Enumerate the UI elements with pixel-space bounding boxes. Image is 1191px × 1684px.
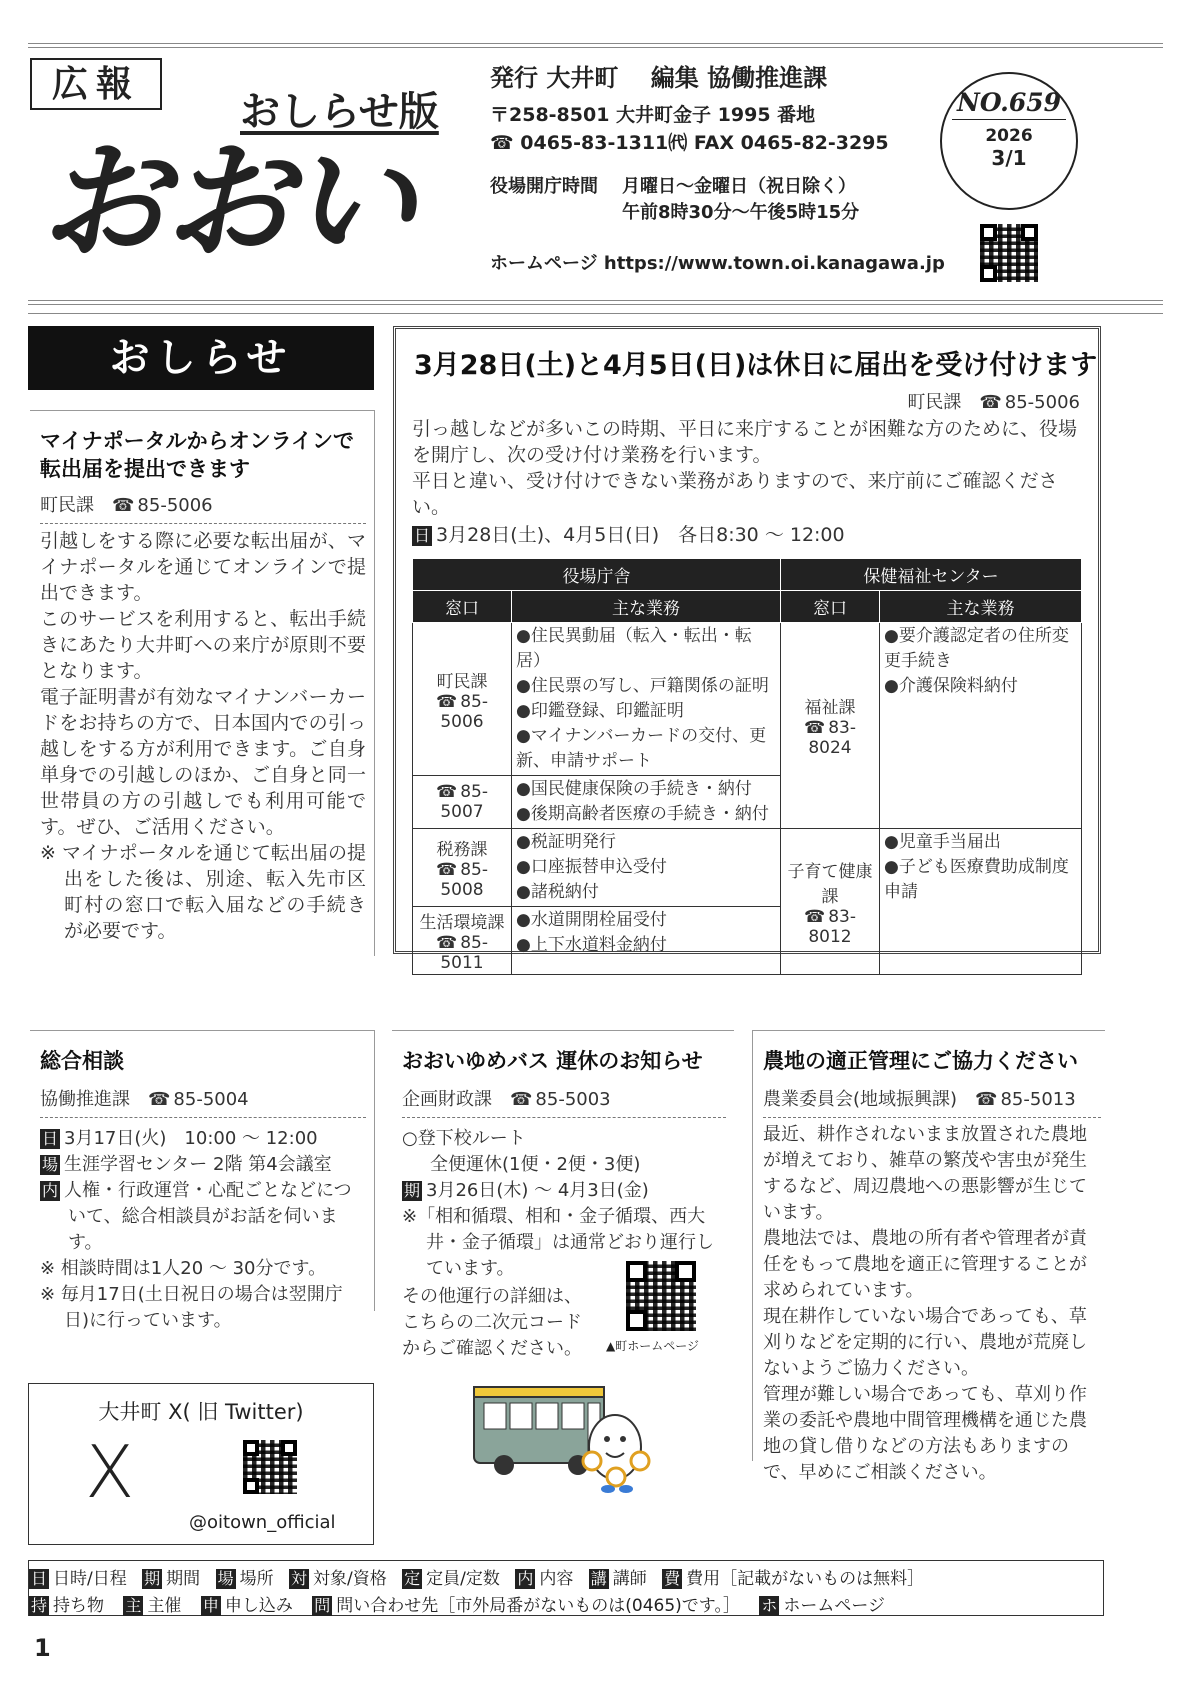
issue-badge bbox=[940, 72, 1078, 210]
phone-fax: ☎ 0465-83-1311㈹ FAX 0465-82-3295 bbox=[490, 132, 889, 154]
col-header: 窓口 bbox=[781, 591, 880, 623]
farmland-para: 最近、耕作されないまま放置された農地が増えており、雑草の繁茂や害虫が発生するなど、周辺農地への悪影響が生じています。 bbox=[763, 1124, 1087, 1223]
work-cell: ●税証明発行 ●口座振替申込受付 ●諸税納付 bbox=[512, 829, 781, 907]
top-rule-2 bbox=[28, 47, 1163, 48]
consult-article bbox=[30, 1030, 375, 1331]
hours-label: 役場開庁時間 bbox=[490, 176, 598, 197]
window-cell: 税務課 ☎ 85-5008 bbox=[413, 829, 512, 907]
twitter-handle[interactable]: @oitown_official bbox=[189, 1512, 336, 1533]
address: 〒258-8501 大井町金子 1995 番地 bbox=[490, 104, 816, 126]
issue-date: 3/1 bbox=[991, 146, 1027, 170]
farmland-para: 農地法では、農地の所有者や管理者が責任をもって農地を適正に管理することが求められています。 bbox=[763, 1228, 1087, 1301]
bus-dept: 企画財政課 ☎ 85-5003 bbox=[402, 1089, 611, 1110]
twitter-title: 大井町 X( 旧 Twitter) bbox=[98, 1400, 304, 1424]
twitter-qr-code[interactable] bbox=[243, 1440, 297, 1494]
phone-icon: ☎ bbox=[112, 495, 135, 516]
legend-row bbox=[29, 1591, 1103, 1616]
phone-icon: ☎ bbox=[510, 1089, 533, 1110]
phone-icon: ☎ bbox=[975, 1089, 998, 1110]
farmland-para: 現在耕作していない場合であっても、草刈りなどを定期的に行い、農地が荒廃しないようご協力ください。 bbox=[763, 1306, 1087, 1379]
group-header: 役場庁舎 bbox=[413, 559, 781, 591]
bus-route-detail: 全便運休(1便・2便・3便) bbox=[430, 1154, 641, 1175]
publisher: 発行 大井町 編集 協働推進課 bbox=[490, 64, 828, 92]
hours-line1: 月曜日～金曜日（祝日除く） bbox=[622, 176, 856, 197]
window-cell: 町民課 ☎ 85-5006 bbox=[413, 623, 512, 776]
bus-qr-code[interactable] bbox=[626, 1261, 696, 1331]
x-logo-icon[interactable]: X bbox=[85, 1430, 135, 1514]
legend-item: 持 持ち物 bbox=[31, 1596, 105, 1616]
phone-icon: ☎ bbox=[148, 1089, 171, 1110]
group-header: 保健福祉センター bbox=[781, 559, 1082, 591]
window-cell: ☎ 85-5007 bbox=[413, 776, 512, 829]
bus-route: ○登下校ルート bbox=[402, 1128, 526, 1149]
legend-item: 場 場所 bbox=[217, 1569, 274, 1589]
col-header: 主な業務 bbox=[512, 591, 781, 623]
holiday-date: 日 3月28日(土)、4月5日(日) 各日8:30 ～ 12:00 bbox=[414, 524, 845, 546]
issue-number: NO.659 bbox=[956, 88, 1062, 117]
date-icon: 日 bbox=[414, 526, 431, 545]
holiday-body1: 引っ越しなどが多いこの時期、平日に来庁することが困難な方のために、役場を開庁し、次の受け付け業務を行います。 bbox=[412, 418, 1078, 466]
mynaportal-article bbox=[30, 410, 375, 956]
bus-illustration bbox=[470, 1377, 660, 1501]
mynaportal-para: このサービスを利用すると、転出手続きにあたり大井町への来庁が原則不要となります。 bbox=[40, 608, 366, 682]
mynaportal-title: マイナポータルからオンラインで転出届を提出できます bbox=[40, 429, 354, 481]
legend-item: 日 日時/日程 bbox=[31, 1569, 127, 1589]
mynaportal-para: 引越しをする際に必要な転出届が、マイナポータルを通じてオンラインで提出できます。 bbox=[40, 530, 366, 604]
legend-item: 主 主催 bbox=[125, 1596, 182, 1616]
farmland-dept: 農業委員会(地域振興課) ☎ 85-5013 bbox=[763, 1089, 1076, 1110]
logo-title: おおい bbox=[40, 128, 413, 277]
work-cell: ●住民異動届（転入・転出・転居） ●住民票の写し、戸籍関係の証明 ●印鑑登録、印鑑証明 ●マイナンバーカードの交付、更新、申請サポート bbox=[512, 623, 781, 776]
oshirase-banner: おしらせ bbox=[28, 326, 374, 390]
table-row bbox=[413, 829, 1082, 907]
window-cell: 子育て健康課 ☎ 83-8012 bbox=[781, 829, 880, 975]
work-cell: ●国民健康保険の手続き・納付 ●後期高齢者医療の手続き・納付 bbox=[512, 776, 781, 829]
page-number: 1 bbox=[34, 1634, 51, 1662]
legend-item: 講 講師 bbox=[590, 1569, 647, 1589]
work-cell: ●水道開閉栓届受付 ●上下水道料金納付 bbox=[512, 907, 781, 975]
masthead-rule bbox=[28, 300, 1163, 301]
mynaportal-note: ※ マイナポータルを通じて転出届の提出をした後は、別途、転入先市区町村の窓口で転入届などの手続きが必要です。 bbox=[40, 842, 366, 942]
consult-place: 場 生涯学習センター 2階 第4会議室 bbox=[42, 1154, 332, 1175]
legend-item: 定 定員/定数 bbox=[404, 1569, 500, 1589]
holiday-dept: 町民課 ☎ 85-5006 bbox=[907, 392, 1080, 413]
bus-note: ※「相和循環、相和・金子循環、西大井・金子循環」は通常どおり運行しています。 bbox=[402, 1206, 714, 1279]
holiday-title: 3月28日(土)と4月5日(日)は休日に届出を受け付けます bbox=[414, 350, 1098, 381]
consult-note: ※ 相談時間は1人20 ～ 30分です。 bbox=[40, 1258, 327, 1279]
bus-article bbox=[392, 1030, 734, 1501]
farmland-article bbox=[752, 1030, 1105, 1483]
bus-qr-caption: ▲町ホームページ bbox=[606, 1339, 699, 1353]
phone-icon: ☎ bbox=[979, 392, 1002, 413]
consult-content: 内 人権・行政運営・心配ごとなどについて、総合相談員がお話を伺います。 bbox=[42, 1180, 352, 1253]
bus-title: おおいゆめバス 運休のお知らせ bbox=[402, 1049, 703, 1073]
col-header: 窓口 bbox=[413, 591, 512, 623]
subtitle: おしらせ版 bbox=[240, 89, 439, 135]
consult-date: 日 3月17日(火) 10:00 ～ 12:00 bbox=[42, 1128, 318, 1149]
bus-period: 期 3月26日(木) ～ 4月3日(金) bbox=[404, 1180, 649, 1201]
work-cell: ●児童手当届出 ●子ども医療費助成制度申請 bbox=[880, 829, 1082, 975]
holiday-body2: 平日と違い、受け付けできない業務がありますので、来庁前にご確認ください。 bbox=[412, 470, 1058, 518]
legend-item: ホ ホームページ bbox=[761, 1596, 886, 1616]
consult-dept: 協働推進課 ☎ 85-5004 bbox=[40, 1089, 249, 1110]
homepage-link[interactable]: ホームページ https://www.town.oi.kanagawa.jp bbox=[490, 253, 945, 274]
bus-qr-text: その他運行の詳細は、こちらの二次元コードからご確認ください。 bbox=[402, 1286, 582, 1359]
legend-item: 問 問い合わせ先［市外局番がないものは(0465)です。］ bbox=[314, 1596, 740, 1616]
legend-item: 申 申し込み bbox=[202, 1596, 293, 1616]
legend-item: 対 対象/資格 bbox=[291, 1569, 387, 1589]
mynaportal-dept: 町民課 ☎ 85-5006 bbox=[40, 495, 213, 516]
legend-box bbox=[28, 1560, 1104, 1616]
issue-year: 2026 bbox=[985, 126, 1033, 146]
farmland-para: 管理が難しい場合であっても、草刈り作業の委託や農地中間管理機構を通じた農地の貸し借りなどの方法もありますので、早めにご相談ください。 bbox=[763, 1384, 1087, 1483]
legend-item: 期 期間 bbox=[144, 1569, 201, 1589]
legend-item: 内 内容 bbox=[517, 1569, 574, 1589]
legend-row bbox=[29, 1564, 1103, 1589]
koho-label: 広報 bbox=[30, 58, 162, 110]
service-table bbox=[412, 558, 1082, 975]
window-cell: 生活環境課 ☎ 85-5011 bbox=[413, 907, 512, 975]
consult-title: 総合相談 bbox=[40, 1049, 124, 1073]
legend-item: 費 費用［記載がないものは無料］ bbox=[664, 1569, 925, 1589]
hours-line2: 午前8時30分～午後5時15分 bbox=[622, 202, 860, 223]
mynaportal-para: 電子証明書が有効なマイナンバーカードをお持ちの方で、日本国内での引っ越しをする方が利用できます。ご自身単身での引越しのほか、ご自身と同一世帯員の方の引越しでも利用可能です。ぜひ、ご活用ください。 bbox=[40, 686, 366, 838]
farmland-title: 農地の適正管理にご協力ください bbox=[763, 1049, 1078, 1073]
homepage-qr-code[interactable] bbox=[980, 224, 1038, 282]
holiday-article bbox=[393, 326, 1101, 973]
window-cell: 福祉課 ☎ 83-8024 bbox=[781, 623, 880, 829]
consult-note: ※ 毎月17日(土日祝日の場合は翌開庁日)に行っています。 bbox=[40, 1284, 343, 1331]
col-header: 主な業務 bbox=[880, 591, 1082, 623]
twitter-box bbox=[28, 1383, 374, 1545]
top-rule bbox=[28, 43, 1163, 44]
masthead-rule-3 bbox=[28, 313, 1163, 314]
masthead-rule-2 bbox=[28, 304, 1163, 305]
table-row bbox=[413, 623, 1082, 776]
work-cell: ●要介護認定者の住所変更手続き ●介護保険料納付 bbox=[880, 623, 1082, 829]
